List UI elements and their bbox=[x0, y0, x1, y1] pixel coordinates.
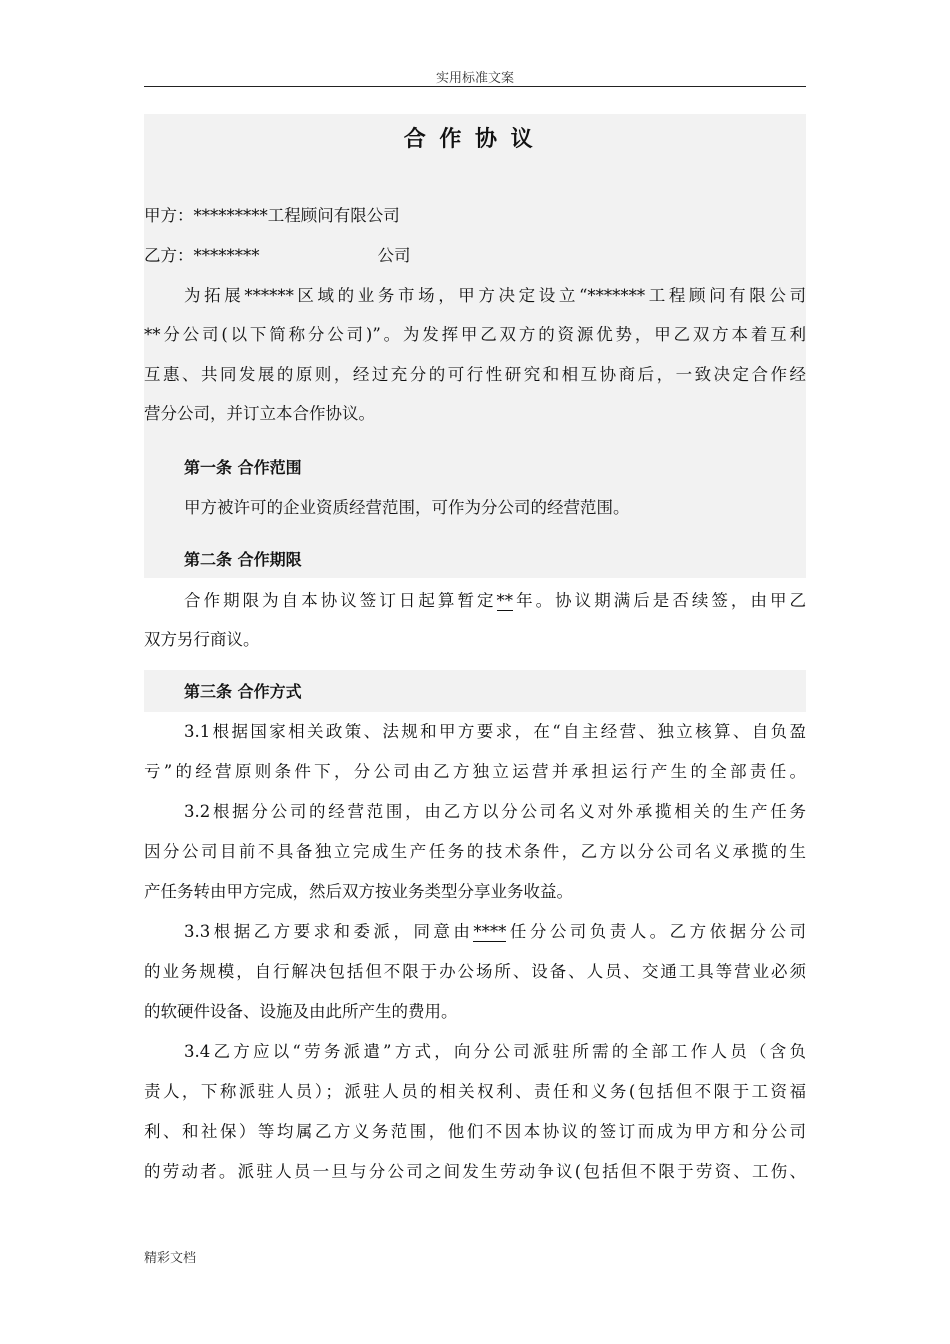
clause-3-4-line-1: 3.4乙方应以“劳务派遣”方式，向分公司派驻所需的全部工作人员（含负 bbox=[184, 1042, 806, 1061]
article2-text-pre: 合作期限为自本协议签订日起算暂定 bbox=[184, 591, 497, 610]
clause-3-2-line-3: 产任务转由甲方完成，然后双方按业务类型分享业务收益。 bbox=[144, 882, 573, 901]
clause-3-2-line-2: 因分公司目前不具备独立完成生产任务的技术条件，乙方以分公司名义承揽的生 bbox=[144, 842, 806, 861]
article2-line-1 bbox=[184, 589, 806, 613]
intro-line-4: 营分公司，并订立本合作协议。 bbox=[144, 404, 375, 423]
intro-line-2: **分公司(以下简称分公司)”。为发挥甲乙双方的资源优势，甲乙双方本着互利 bbox=[144, 325, 806, 344]
article2-heading: 第二条 合作期限 bbox=[184, 550, 302, 569]
article3-heading: 第三条 合作方式 bbox=[184, 682, 302, 701]
clause-3-2-line-1: 3.2根据分公司的经营范围，由乙方以分公司名义对外承揽相关的生产任务 bbox=[184, 802, 806, 821]
intro-line-3: 互惠、共同发展的原则，经过充分的可行性研究和相互协商后，一致决定合作经 bbox=[144, 365, 806, 384]
party-b bbox=[144, 244, 806, 268]
intro-line-1: 为拓展******区域的业务市场，甲方决定设立“*******工程顾问有限公司 bbox=[184, 286, 806, 305]
party-a: 甲方：*********工程顾问有限公司 bbox=[144, 206, 400, 225]
page-footer: 精彩文档 bbox=[144, 1251, 197, 1266]
term-years-blank: ** bbox=[496, 591, 514, 610]
clause-3-3-text-post: 任分公司负责人。乙方依据分公司 bbox=[506, 922, 807, 941]
clause-3-3-line-2: 的业务规模，自行解决包括但不限于办公场所、设备、人员、交通工具等营业必须 bbox=[144, 962, 806, 981]
clause-3-3-line-3: 的软硬件设备、设施及由此所产生的费用。 bbox=[144, 1002, 458, 1021]
article2-text-post: 年。协议期满后是否续签，由甲乙 bbox=[513, 591, 807, 610]
clause-3-4-line-2: 责人，下称派驻人员）；派驻人员的相关权利、责任和义务(包括但不限于工资福 bbox=[144, 1082, 806, 1101]
responsible-person-blank: **** bbox=[473, 922, 507, 941]
clause-3-4-line-3: 利、和社保）等均属乙方义务范围，他们不因本协议的签订而成为甲方和分公司 bbox=[144, 1122, 806, 1141]
clause-3-4-line-4: 的劳动者。派驻人员一旦与分公司之间发生劳动争议(包括但不限于劳资、工伤、 bbox=[144, 1162, 806, 1181]
article2-line-2: 双方另行商议。 bbox=[144, 630, 260, 649]
clause-3-1-line-2: 亏”的经营原则条件下，分公司由乙方独立运营并承担运行产生的全部责任。 bbox=[144, 762, 806, 781]
article1-heading: 第一条 合作范围 bbox=[184, 458, 302, 477]
party-b-label: 乙方：******** bbox=[144, 246, 260, 265]
page-header: 实用标准文案 bbox=[435, 71, 514, 86]
document-title: 合作协议 bbox=[403, 127, 547, 152]
clause-3-3-line-1 bbox=[184, 920, 806, 944]
party-b-suffix: 公司 bbox=[377, 246, 411, 265]
clause-3-1-line-1: 3.1根据国家相关政策、法规和甲方要求，在“自主经营、独立核算、自负盈 bbox=[184, 722, 806, 741]
clause-3-3-text-pre: 3.3根据乙方要求和委派，同意由 bbox=[184, 922, 474, 941]
article1-line-1: 甲方被许可的企业资质经营范围，可作为分公司的经营范围。 bbox=[184, 498, 630, 517]
header-rule bbox=[144, 86, 806, 87]
